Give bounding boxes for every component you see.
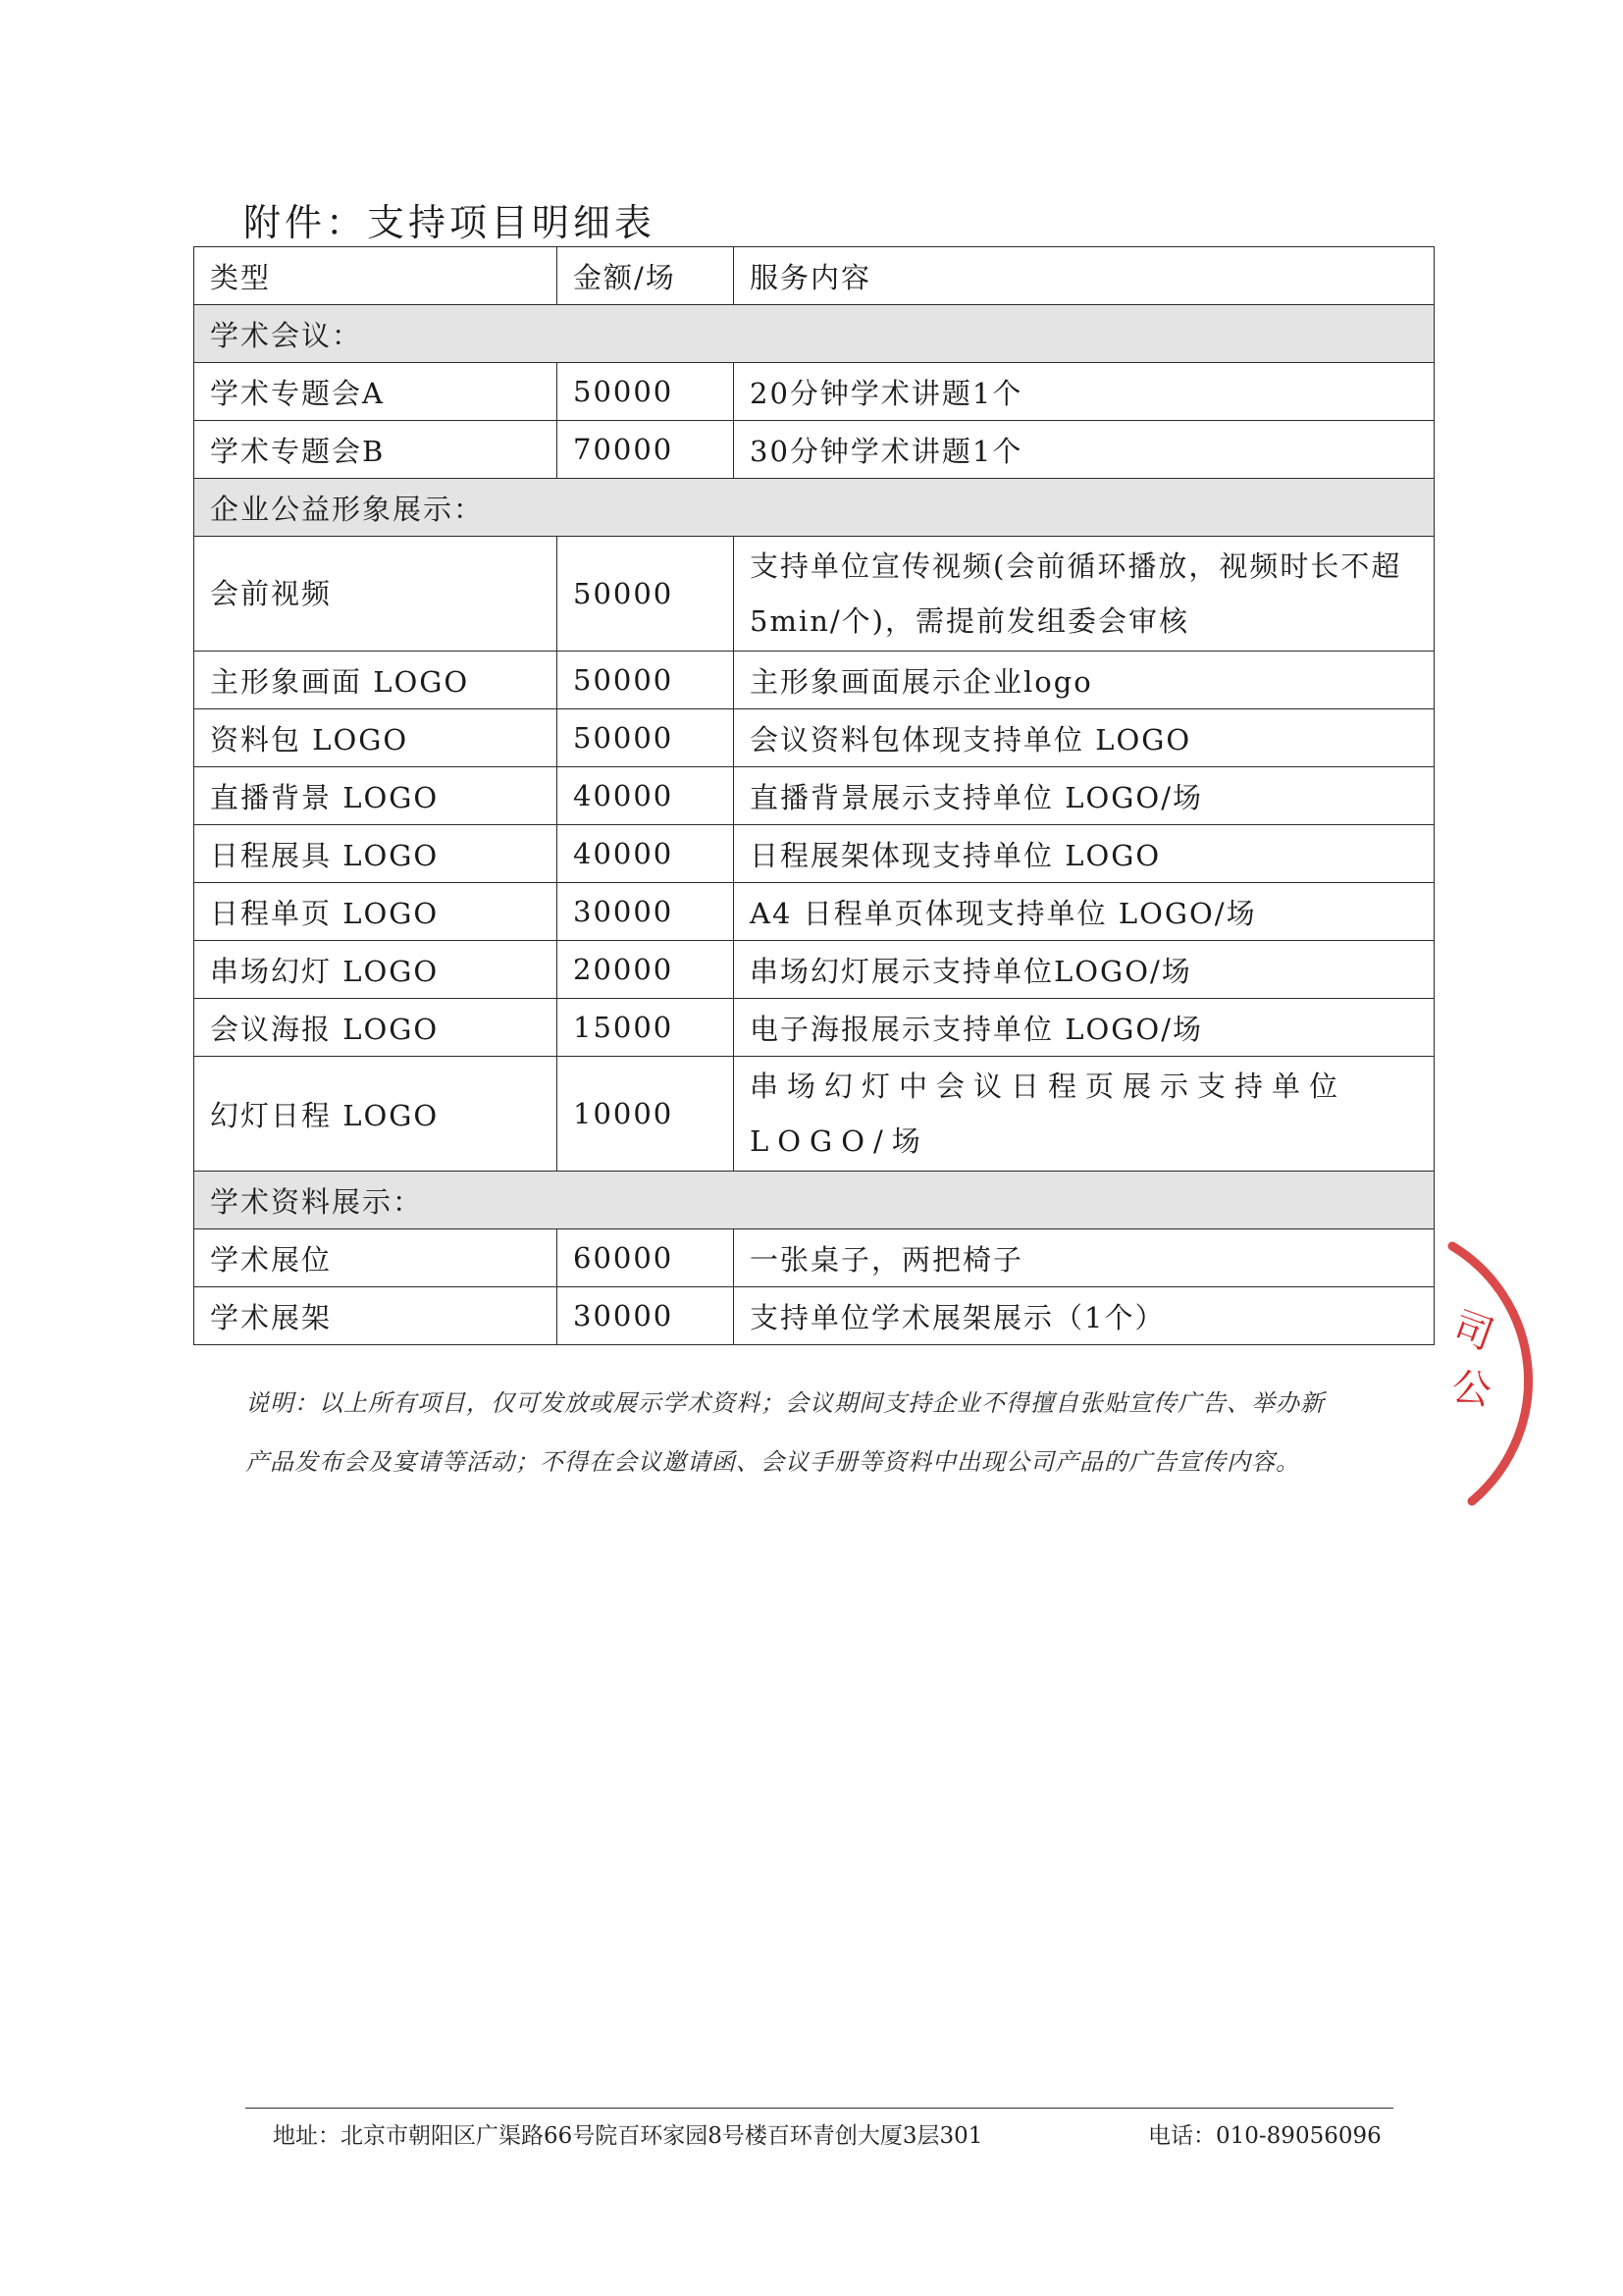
cell-service: 串场幻灯中会议日程页展示支持单位LOGO/场 (734, 1057, 1435, 1172)
cell-amount: 50000 (557, 709, 734, 767)
cell-type: 直播背景 LOGO (194, 767, 557, 825)
table-row (194, 999, 1435, 1057)
table-row (194, 1287, 1435, 1345)
footer-phone: 电话：010-89056096 (1148, 2123, 1382, 2149)
section-label: 企业公益形象展示： (194, 479, 1435, 537)
section-row-academic-meeting (194, 305, 1435, 363)
disclaimer-note: 说明：以上所有项目，仅可发放或展示学术资料；会议期间支持企业不得擅自张贴宣传广告、举办新产品发布会及宴请等活动；不得在会议邀请函、会议手册等资料中出现公司产品的广告宣传内容。 (245, 1389, 1325, 1476)
section-label: 学术资料展示： (194, 1172, 1435, 1229)
section-row-corporate-image (194, 479, 1435, 537)
table-row (194, 883, 1435, 941)
section-row-academic-materials (194, 1172, 1435, 1229)
cell-type: 会议海报 LOGO (194, 999, 557, 1057)
cell-amount: 50000 (557, 537, 734, 652)
cell-type: 日程单页 LOGO (194, 883, 557, 941)
footer-address: 地址：北京市朝阳区广渠路66号院百环家园8号楼百环青创大厦3层301 (273, 2123, 983, 2149)
header-type: 类型 (194, 247, 557, 305)
cell-amount: 50000 (557, 652, 734, 709)
cell-amount: 30000 (557, 883, 734, 941)
table-row (194, 1229, 1435, 1287)
cell-service: 30分钟学术讲题1个 (734, 421, 1435, 479)
cell-service: 会议资料包体现支持单位 LOGO (734, 709, 1435, 767)
table-header-row (194, 247, 1435, 305)
cell-amount: 40000 (557, 767, 734, 825)
table-row (194, 363, 1435, 421)
cell-type: 日程展具 LOGO (194, 825, 557, 883)
cell-service: 一张桌子，两把椅子 (734, 1229, 1435, 1287)
cell-amount: 60000 (557, 1229, 734, 1287)
header-service: 服务内容 (734, 247, 1435, 305)
table-row (194, 825, 1435, 883)
cell-type: 幻灯日程 LOGO (194, 1057, 557, 1172)
cell-amount: 50000 (557, 363, 734, 421)
cell-type: 学术专题会B (194, 421, 557, 479)
cell-type: 会前视频 (194, 537, 557, 652)
cell-type: 资料包 LOGO (194, 709, 557, 767)
cell-type: 学术展架 (194, 1287, 557, 1345)
header-amount: 金额/场 (557, 247, 734, 305)
table-row (194, 421, 1435, 479)
company-seal-stamp (1413, 1226, 1623, 1521)
cell-service: 直播背景展示支持单位 LOGO/场 (734, 767, 1435, 825)
cell-amount: 20000 (557, 941, 734, 999)
cell-service: 支持单位学术展架展示（1个） (734, 1287, 1435, 1345)
table-row (194, 767, 1435, 825)
cell-amount: 30000 (557, 1287, 734, 1345)
table-row (194, 941, 1435, 999)
cell-service: 电子海报展示支持单位 LOGO/场 (734, 999, 1435, 1057)
cell-type: 学术展位 (194, 1229, 557, 1287)
cell-type: 主形象画面 LOGO (194, 652, 557, 709)
cell-type: 学术专题会A (194, 363, 557, 421)
cell-amount: 15000 (557, 999, 734, 1057)
cell-amount: 70000 (557, 421, 734, 479)
svg-text:司: 司 (1446, 1303, 1499, 1360)
support-items-table (193, 246, 1435, 1345)
section-label: 学术会议： (194, 305, 1435, 363)
cell-amount: 10000 (557, 1057, 734, 1172)
svg-text:公: 公 (1448, 1364, 1494, 1415)
cell-service: 主形象画面展示企业logo (734, 652, 1435, 709)
table-row (194, 537, 1435, 652)
cell-service: 日程展架体现支持单位 LOGO (734, 825, 1435, 883)
cell-amount: 40000 (557, 825, 734, 883)
table-row (194, 709, 1435, 767)
cell-type: 串场幻灯 LOGO (194, 941, 557, 999)
table-row (194, 652, 1435, 709)
cell-service: 支持单位宣传视频(会前循环播放，视频时长不超5min/个)，需提前发组委会审核 (734, 537, 1435, 652)
cell-service: 20分钟学术讲题1个 (734, 363, 1435, 421)
cell-service: 串场幻灯展示支持单位LOGO/场 (734, 941, 1435, 999)
table-row (194, 1057, 1435, 1172)
cell-service: A4 日程单页体现支持单位 LOGO/场 (734, 883, 1435, 941)
page-title: 附件：支持项目明细表 (243, 201, 656, 244)
footer-divider (245, 2108, 1393, 2109)
